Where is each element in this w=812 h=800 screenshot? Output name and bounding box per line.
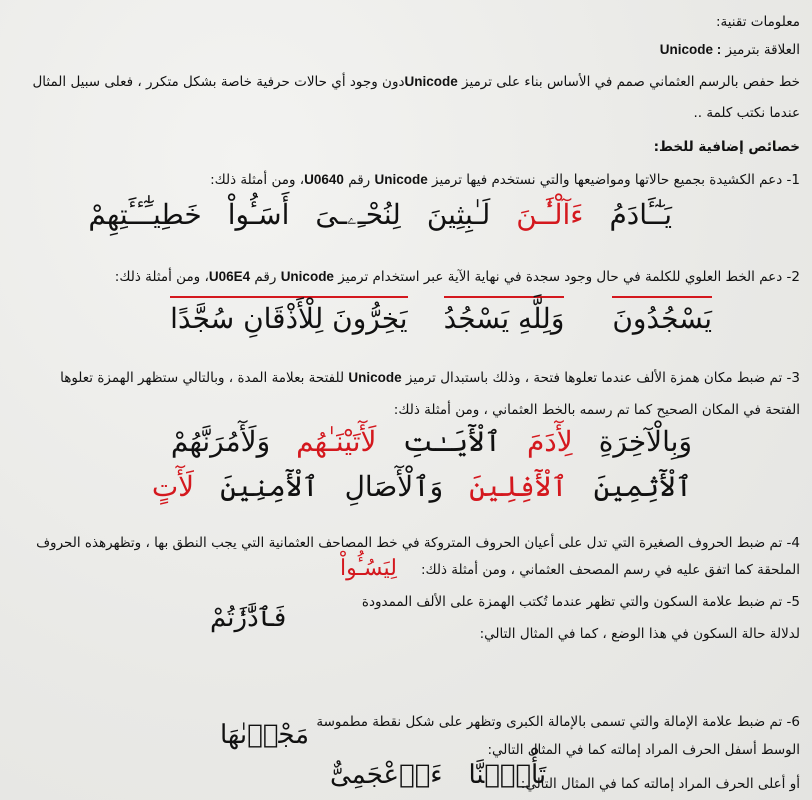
f1-word: لِنُحْـِۦـىَ	[315, 198, 401, 231]
features-heading: خصائص إضافية للخط:	[653, 139, 800, 155]
f2-word-sajda: يَخِرُّونَ لِلْأَذْقَانِ سُجَّدًا	[170, 296, 407, 335]
f1-code: U0640	[304, 172, 344, 187]
f4-example	[340, 556, 397, 581]
f6-example	[220, 720, 309, 750]
f7-word: تَأْمَ۬نَّا	[468, 760, 547, 790]
f1-word: يَـٰٓـَٔادَمُ	[609, 198, 672, 231]
f5-word: فَٱدَّٰرَٰٔتُمْ	[210, 603, 287, 633]
f2-text-c: ، ومن أمثلة ذلك:	[114, 269, 209, 285]
f2-unicode: Unicode	[280, 269, 334, 284]
f2-word-sajda: وَلِلَّهِ يَسْجُدُ	[444, 296, 565, 335]
relation-value: Unicode :	[659, 42, 722, 57]
page-title: معلومات تقنية:	[715, 14, 800, 30]
feature-6-text-2: الوسط أسفل الحرف المراد إمالته كما في المثال التالي:	[487, 742, 800, 758]
f7-examples	[330, 760, 546, 790]
feature-1-text	[10, 170, 800, 190]
f3-word: وَبِالْآخِرَةِ	[598, 425, 692, 458]
feature-6-text: 6- تم ضبط علامة الإمالة والتي تسمى بالإمالة الكبرى وتظهر على شكل نقطة مطموسة	[316, 714, 800, 730]
feature-5-text-2: لدلالة حالة السكون في هذا الوضع ، كما في المثال التالي:	[479, 626, 800, 642]
f3-text-a: 3- تم ضبط مكان همزة الألف عندما تعلوها فتحة ، وذلك باستبدال ترميز	[401, 370, 800, 386]
f1-word: لَـٰبِثِينَ	[426, 198, 491, 231]
f2-text-b: رقم	[250, 269, 281, 285]
feature-2-text	[10, 267, 800, 287]
f3-word: ٱلْأٓثِمِينَ	[593, 470, 692, 503]
intro-text-a: خط حفص بالرسم العثماني صمم في الأساس بناء على ترميز	[457, 74, 800, 90]
f3-examples-row-1	[171, 425, 692, 458]
f3-word: وَلَأٓمُرَنَّهُمْ	[170, 425, 271, 458]
intro-unicode: Unicode	[404, 74, 458, 89]
f3-word: لَأٓتَيْنَـٰهُم	[296, 425, 377, 458]
f3-word: لَأٓتٍ	[151, 470, 195, 503]
f1-text-c: ، ومن أمثلة ذلك:	[210, 172, 305, 188]
f1-unicode: Unicode	[374, 172, 428, 187]
f1-word: خَطِيـَٰٓـٔـَٔتِهِمْ	[88, 198, 202, 231]
f3-word: وَٱلْأٓصَالِ	[344, 470, 444, 503]
intro-line-2: عندما نكتب كلمة ..	[693, 105, 800, 121]
f2-text-a: 2- دعم الخط العلوي للكلمة في حال وجود سجدة في نهاية الآية عبر استخدام ترميز	[333, 269, 800, 285]
f5-example	[210, 603, 286, 633]
f1-word: ءَآلْـَٰٔـنَ	[516, 198, 584, 231]
f1-text-b: رقم	[343, 172, 375, 188]
f3-text-b: للفتحة بعلامة المدة ، وبالتالي ستظهر الهمزة تعلوها	[60, 370, 349, 386]
f7-word: ءَا۬عْجَمِىٌّ	[330, 760, 443, 790]
f6-word: مَجْرٜىٰهَا	[220, 720, 310, 750]
relation-label: العلاقة بترميز	[725, 42, 800, 58]
intro-line-1	[10, 72, 800, 92]
feature-5-text: 5- تم ضبط علامة السكون والتي تظهر عندما تُكتب الهمزة على الألف الممدودة	[361, 594, 800, 610]
relation-line	[10, 40, 800, 60]
f3-word: لِأٓدَمَ	[526, 425, 573, 458]
f2-word-sajda: يَسْجُدُونَ	[612, 296, 712, 335]
f1-word: أَسَـُٔواْ	[227, 198, 290, 231]
f2-examples	[170, 296, 712, 335]
feature-7-text: أو أعلى الحرف المراد إمالته كما في المثال التالي:	[520, 776, 800, 792]
feature-4-text: 4- تم ضبط الحروف الصغيرة التي تدل على أعيان الحروف المتروكة في خط المصاحف العثمانية التي يجب النطق بها ، وتظهرهذه الحروف	[36, 535, 800, 551]
f3-word: ٱلْأٓمِنِينَ	[220, 470, 319, 503]
f3-word: ٱلْأٓيَـٰتِ	[402, 425, 501, 458]
f1-text-a: 1- دعم الكشيدة بجميع حالاتها ومواضيعها والتي نستخدم فيها ترميز	[427, 172, 800, 188]
intro-text-c: دون وجود أي حالات حرفية خاصة بشكل متكرر ، فعلى سبيل المثال	[32, 74, 405, 90]
f1-examples	[88, 198, 672, 232]
f2-code: U06E4	[208, 269, 251, 284]
feature-4-text-2: الملحقة كما اتفق عليه في رسم المصحف العثماني ، ومن أمثلة ذلك:	[420, 562, 800, 578]
f3-word: ٱلْأٓفِلِينَ	[469, 470, 568, 503]
feature-3-text	[10, 368, 800, 388]
f4-word: لِيَسُـُٔواْ	[340, 556, 397, 581]
f3-examples-row-2	[152, 470, 692, 503]
f3-unicode: Unicode	[348, 370, 402, 385]
feature-3-text-2: الفتحة في المكان الصحيح كما تم رسمه بالخط العثماني ، ومن أمثلة ذلك:	[393, 402, 800, 418]
